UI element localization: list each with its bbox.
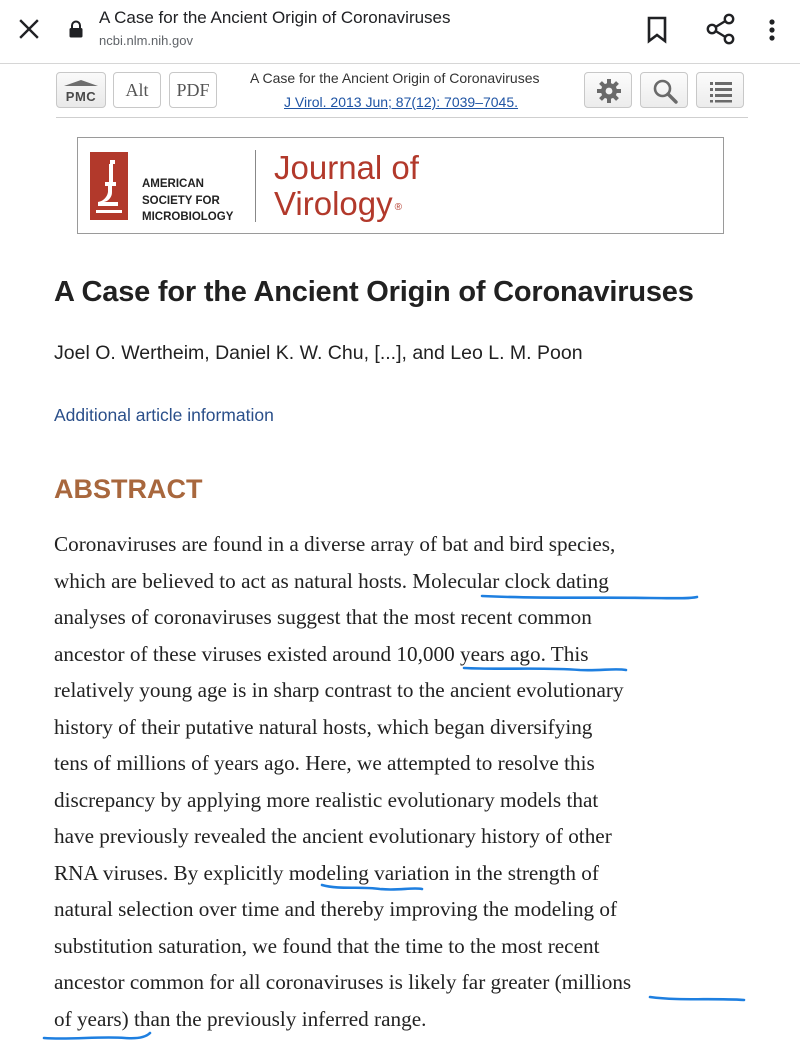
search-button[interactable] — [640, 72, 688, 108]
abstract-line: history of their putative natural hosts, which began diversifying — [54, 714, 593, 739]
abstract-line: relatively young age is in sharp contrast to the ancient evolutionary — [54, 678, 624, 702]
more-vert-icon — [760, 12, 784, 48]
table-of-contents-button[interactable] — [696, 72, 744, 108]
abstract-heading: ABSTRACT — [54, 474, 203, 504]
journal-name-line2: Virology — [274, 185, 393, 222]
pmc-label: PMC — [65, 89, 97, 104]
settings-button[interactable] — [584, 72, 632, 108]
abstract-line: which are believed to act as natural hosts. Molecular clock dating — [54, 568, 609, 593]
settings-gear-icon — [596, 78, 622, 104]
abstract-line: natural selection over time and thereby improving the modeling of — [54, 897, 618, 921]
society-line: SOCIETY FOR — [142, 194, 220, 207]
abstract-line: tens of millions of years ago. Here, we attempted to resolve this — [54, 751, 595, 775]
abstract-line: Coronaviruses are found in a diverse array of bat and bird species, — [54, 532, 616, 556]
abstract-line: have previously revealed the ancient evolutionary history of other — [54, 824, 612, 848]
citation-link[interactable]: J Virol. 2013 Jun; 87(12): 7039–7045. — [284, 94, 519, 110]
abstract-line: of years) than the previously inferred range. — [54, 1006, 427, 1031]
society-line: AMERICAN — [142, 178, 204, 190]
abstract-line: RNA viruses. By explicitly modeling variation in the strength of — [54, 860, 599, 885]
magnifier-icon — [652, 78, 678, 104]
share-button[interactable] — [702, 10, 740, 48]
pmc-logo-button[interactable] — [56, 72, 106, 108]
journal-name-line1: Journal of — [274, 149, 419, 186]
page-title: A Case for the Ancient Origin of Coronaviruses — [99, 8, 451, 27]
registered-mark: ® — [394, 202, 403, 213]
pmc-toolbar — [56, 66, 748, 118]
lock-icon — [68, 20, 84, 38]
bookmark-button[interactable] — [642, 12, 672, 46]
additional-info-link[interactable]: Additional article information — [54, 405, 274, 425]
banner-divider — [255, 150, 256, 222]
society-line: MICROBIOLOGY — [142, 211, 234, 223]
more-options-button[interactable] — [760, 12, 784, 48]
pdf-button[interactable]: PDF — [169, 72, 217, 108]
asm-microscope-icon — [90, 152, 128, 220]
abstract-text — [54, 526, 631, 1037]
article-authors: Joel O. Wertheim, Daniel K. W. Chu, [...], and Leo L. M. Poon — [54, 342, 583, 364]
underline-millions — [650, 997, 744, 1000]
pmc-roof-icon — [63, 79, 99, 87]
abstract-line: ancestor common for all coronaviruses is likely far greater (millions — [54, 970, 632, 994]
abstract-line: discrepancy by applying more realistic evolutionary models that — [54, 787, 599, 812]
journal-name — [274, 150, 419, 222]
abstract-line: analyses of coronaviruses suggest that the most recent common — [54, 605, 592, 629]
alt-button[interactable]: Alt — [113, 72, 161, 108]
bookmark-icon — [642, 12, 672, 46]
journal-banner[interactable] — [77, 137, 724, 234]
list-icon — [708, 78, 734, 104]
page-url[interactable]: ncbi.nlm.nih.gov — [99, 33, 193, 48]
abstract-line: substitution saturation, we found that the time to the most recent — [54, 933, 600, 958]
share-icon — [702, 10, 740, 48]
browser-top-bar — [0, 0, 800, 64]
article-title: A Case for the Ancient Origin of Coronaviruses — [54, 276, 694, 308]
close-icon — [12, 12, 46, 46]
abstract-line: ancestor of these viruses existed around 10,000 years ago. This — [54, 641, 589, 666]
asm-society-name — [142, 176, 233, 226]
close-button[interactable] — [12, 12, 46, 46]
citation-title: A Case for the Ancient Origin of Coronaviruses — [250, 70, 540, 86]
